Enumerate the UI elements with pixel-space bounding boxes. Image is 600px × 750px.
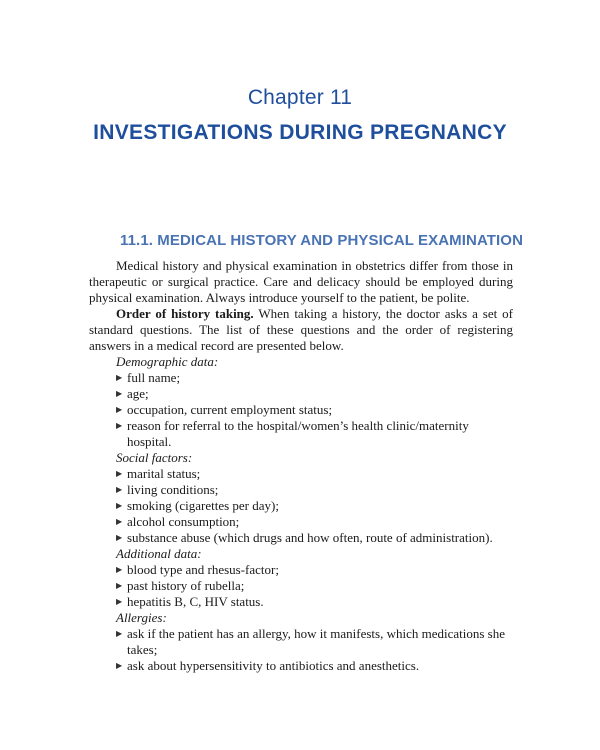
chapter-title: INVESTIGATIONS DURING PREGNANCY <box>93 121 507 144</box>
list-item-text: blood type and rhesus-factor; <box>127 562 279 577</box>
history-lead: Order of history taking. <box>116 306 254 321</box>
list-item-text: occupation, current employment status; <box>127 402 333 417</box>
triangle-right-icon: ▶ <box>116 581 123 590</box>
demographic-label: Demographic data: <box>116 354 219 369</box>
list-item <box>89 562 513 578</box>
triangle-right-icon: ▶ <box>116 389 123 398</box>
list-item-text: substance abuse (which drugs and how often, route of administration). <box>127 530 493 545</box>
list-item <box>89 370 513 386</box>
triangle-right-icon: ▶ <box>116 485 123 494</box>
list-item-text: full name; <box>127 370 181 385</box>
list-item <box>89 466 513 482</box>
social-label: Social factors: <box>116 450 193 465</box>
triangle-right-icon: ▶ <box>116 421 123 430</box>
list-item <box>89 514 513 530</box>
triangle-right-icon: ▶ <box>116 661 123 670</box>
triangle-right-icon: ▶ <box>116 469 123 478</box>
list-item <box>89 530 513 546</box>
list-item-text: ask about hypersensitivity to antibiotics and anesthetics. <box>127 658 420 673</box>
list-item-text: living conditions; <box>127 482 219 497</box>
body-text <box>89 258 513 674</box>
list-item <box>89 402 513 418</box>
triangle-right-icon: ▶ <box>116 597 123 606</box>
list-item <box>89 658 513 674</box>
allergies-label: Allergies: <box>116 610 167 625</box>
list-item-text: alcohol consumption; <box>127 514 240 529</box>
list-item <box>89 418 513 450</box>
list-item-text: reason for referral to the hospital/women’s health clinic/maternity hospital. <box>127 418 469 449</box>
list-item-text: past history of rubella; <box>127 578 245 593</box>
chapter-label: Chapter 11 <box>247 86 353 109</box>
list-item <box>89 386 513 402</box>
list-item-text: marital status; <box>127 466 201 481</box>
list-item-text: hepatitis B, C, HIV status. <box>127 594 264 609</box>
history-paragraph <box>89 306 513 354</box>
additional-label: Additional data: <box>116 546 202 561</box>
triangle-right-icon: ▶ <box>116 373 123 382</box>
list-item <box>89 578 513 594</box>
triangle-right-icon: ▶ <box>116 533 123 542</box>
list-item <box>89 626 513 658</box>
additional-list <box>89 562 513 610</box>
section-heading: 11.1. MEDICAL HISTORY AND PHYSICAL EXAMINATION <box>120 232 524 249</box>
list-item-text: smoking (cigarettes per day); <box>127 498 279 513</box>
history-text: When taking a history, the doctor asks a set of standard questions. The list of these questions and the order of registering answers in a medical record are presented below. <box>89 306 513 353</box>
allergies-list <box>89 626 513 674</box>
list-item <box>89 482 513 498</box>
triangle-right-icon: ▶ <box>116 629 123 638</box>
triangle-right-icon: ▶ <box>116 501 123 510</box>
list-item-text: age; <box>127 386 149 401</box>
intro-paragraph: Medical history and physical examination in obstetrics differ from those in therapeutic or surgical practice. Care and delicacy should be employed during physical examination. Always introduce yourself to the patient, be polite. <box>89 258 513 305</box>
triangle-right-icon: ▶ <box>116 517 123 526</box>
list-item <box>89 594 513 610</box>
list-item <box>89 498 513 514</box>
demographic-list <box>89 370 513 450</box>
triangle-right-icon: ▶ <box>116 405 123 414</box>
social-list <box>89 466 513 546</box>
triangle-right-icon: ▶ <box>116 565 123 574</box>
list-item-text: ask if the patient has an allergy, how it manifests, which medications she takes; <box>127 626 505 657</box>
